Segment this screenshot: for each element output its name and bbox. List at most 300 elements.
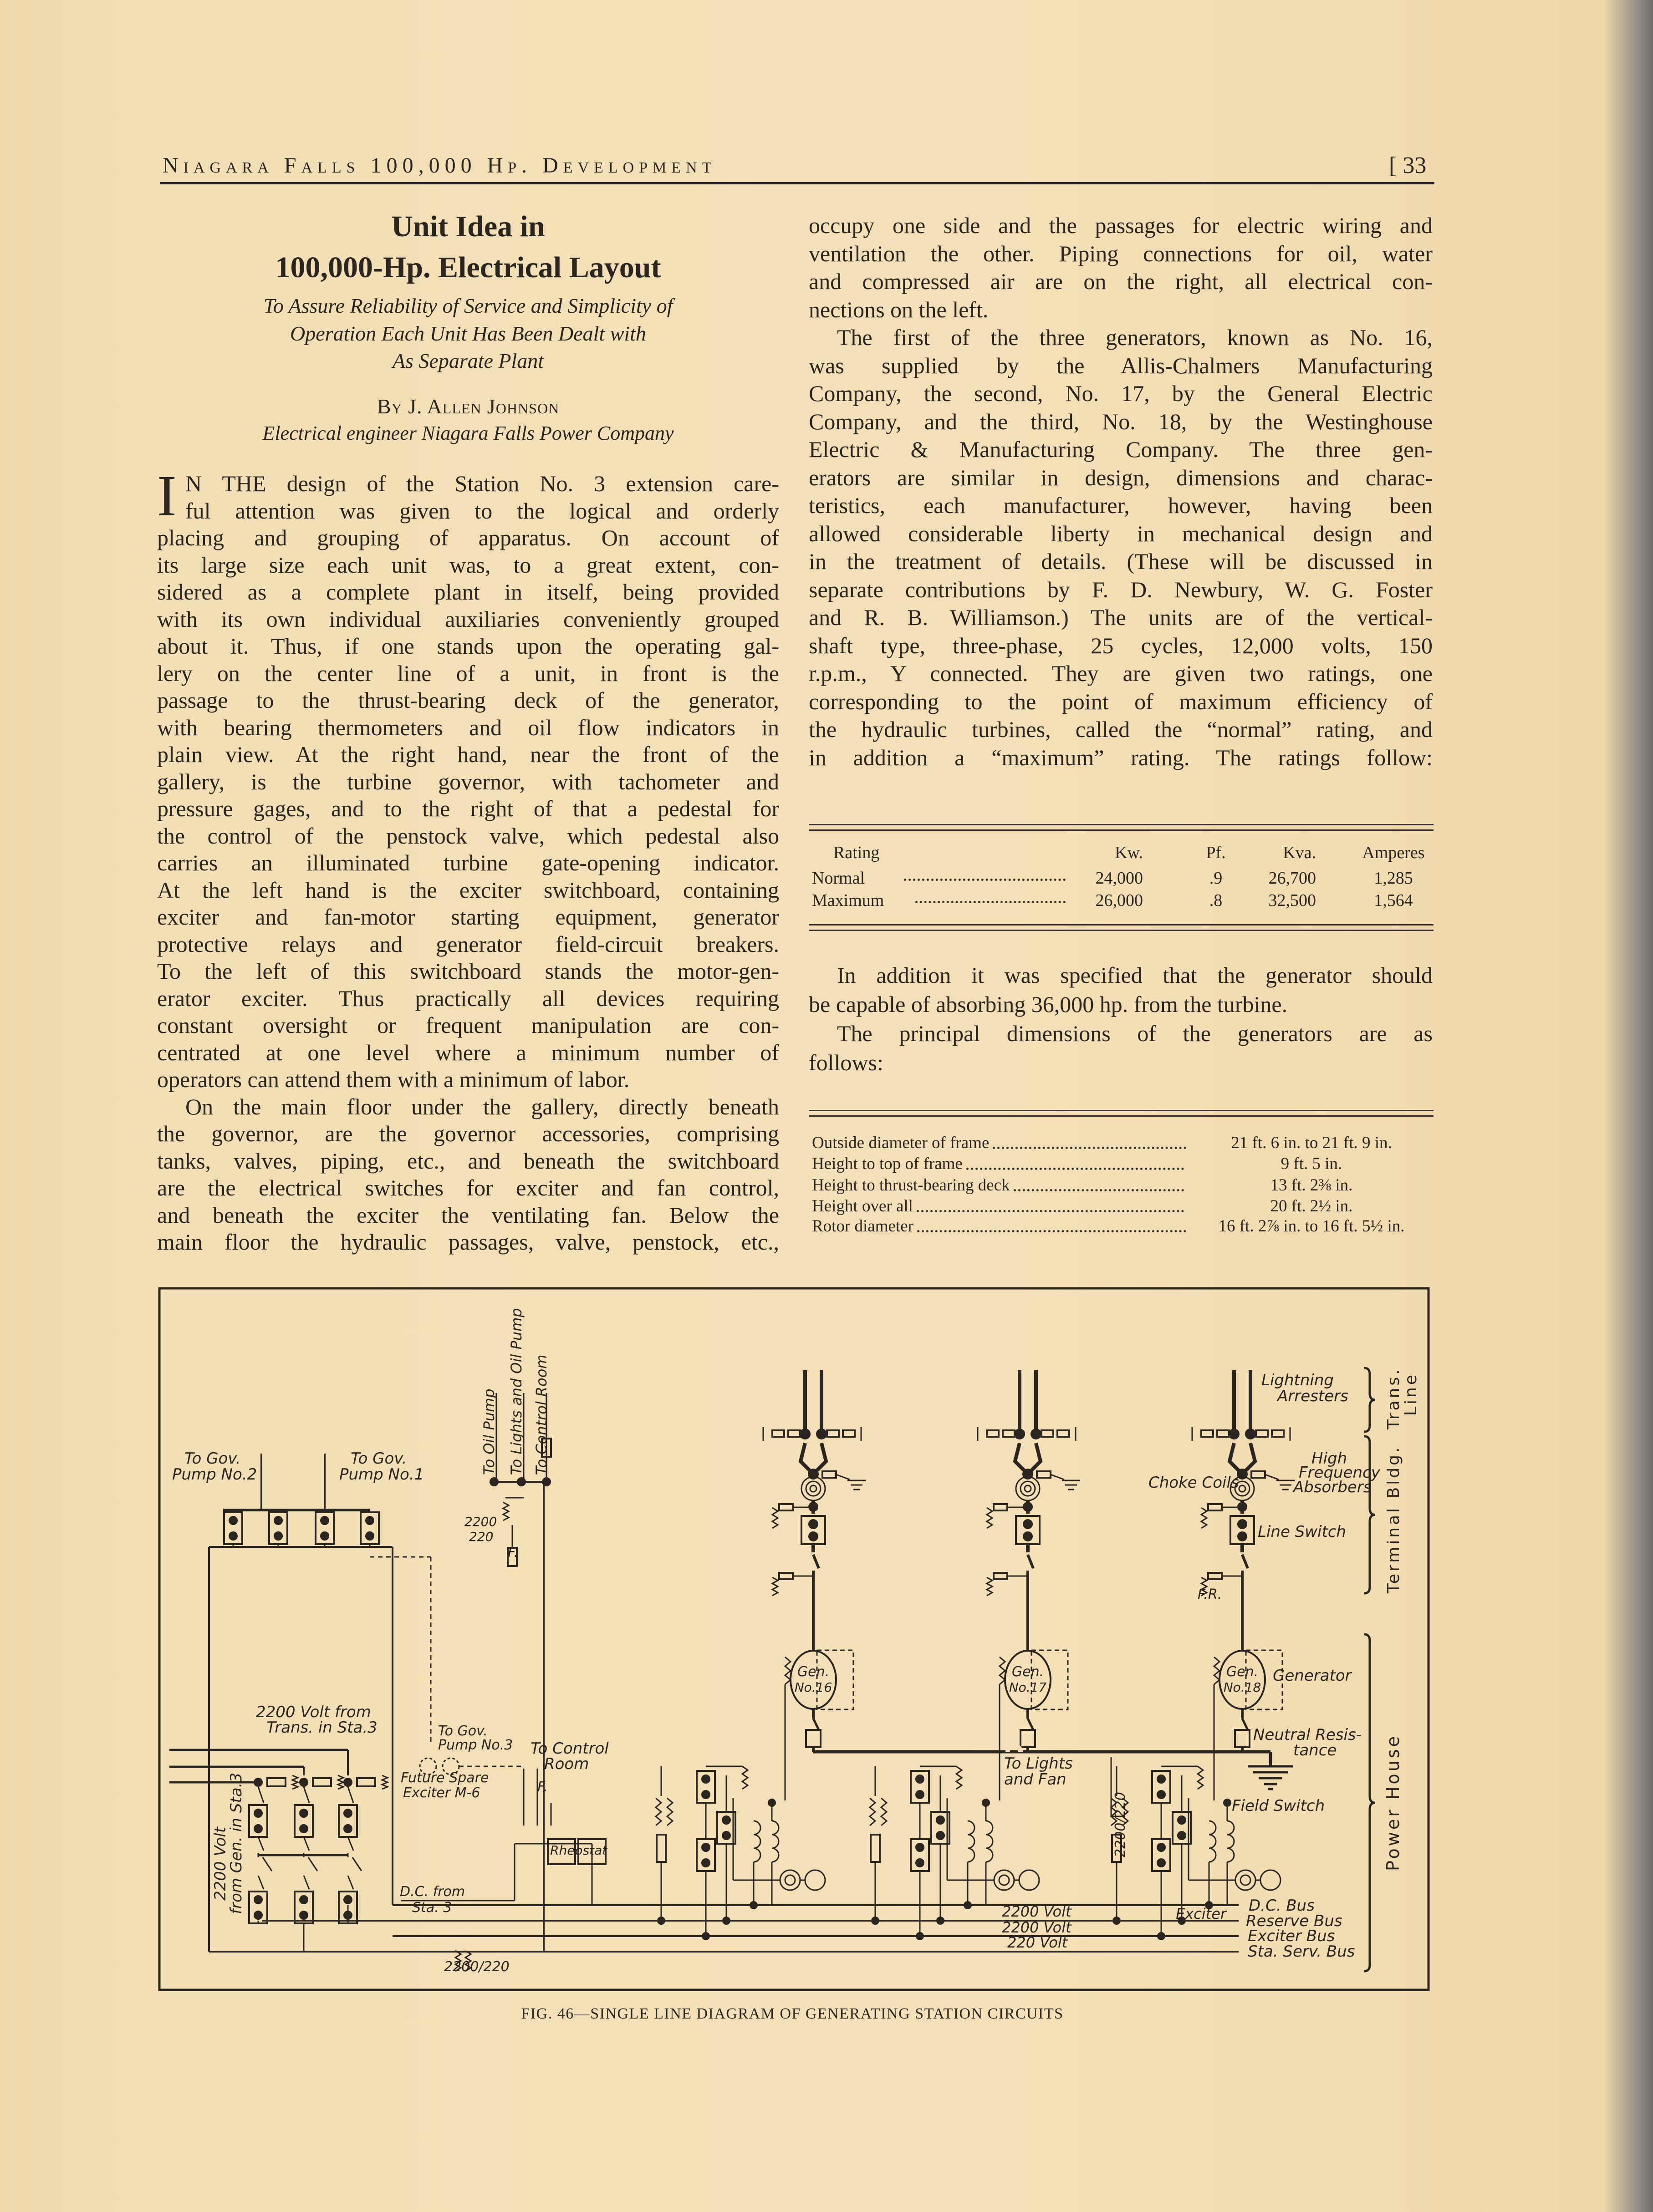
choke-coil-icon [1239,1485,1245,1492]
text-line: erator exciter. Thus practically all devices requiring [157,985,779,1011]
junction-dot [983,1800,989,1806]
resistor-icon [382,1775,388,1789]
junction-dot [769,1800,775,1806]
choke-coil-icon [1025,1485,1031,1492]
junction-dot [321,1532,328,1540]
resistor-icon [956,1766,962,1789]
junction-dot [275,1532,282,1540]
text-line: its large size each unit was, to a great extent, con- [157,552,779,578]
junction-dot [344,1810,352,1817]
junction-dot [916,1775,923,1783]
arrester-icon [1208,1573,1222,1579]
coil-icon [772,1821,779,1862]
label-bus-volt: 2200 Volt [1002,1903,1071,1920]
text-line: with its own individual auxiliaries conveniently grouped [157,606,779,632]
junction-dot [702,1775,709,1783]
label-to-control-room: To Control Room [533,1354,550,1475]
section-brace [1364,1634,1375,1971]
junction-dot [750,1902,757,1908]
junction-dot [300,1779,307,1786]
text-line: The principal dimensions of the generators are as [837,1021,1433,1046]
label-dc-from-sta3: Sta. 3 [412,1900,452,1916]
junction-dot [964,1902,971,1908]
text-line: On the main floor under the gallery, directly beneath [185,1093,779,1119]
label-exciter-bus: Exciter Bus [1248,1927,1335,1945]
diagram-line [308,1857,317,1871]
label-choke-coils: Choke Coils [1148,1474,1239,1492]
junction-dot [809,1532,817,1541]
row-label: Maximum [812,891,884,910]
junction-dot [1024,1520,1032,1528]
text-line: nections on the left. [809,296,989,322]
label-fr: F.R. [1198,1587,1222,1602]
text-line: in addition a “maximum” rating. The ratings follow: [809,744,1433,770]
text-line: protective relays and generator field-circuit breakers. [157,931,779,957]
choke-coil-icon [1020,1481,1035,1496]
label-bus-volt: 220 Volt [1007,1934,1068,1951]
transformer-icon [656,1798,661,1826]
junction-dot [1158,1859,1165,1866]
label-rheostat: Rheostat [550,1843,607,1858]
text-line: are the electrical switches for exciter and fan control, [157,1175,779,1200]
junction-dot [916,1844,923,1851]
dimension-label: Height to top of frame [812,1154,963,1173]
label-exciter: Exciter [1176,1905,1227,1922]
coil-icon [986,1821,993,1862]
header-rule [160,182,1434,184]
label-transformer: 220 [469,1529,494,1544]
label-neutral-resistance: tance [1293,1741,1337,1759]
diagram-line [348,1876,353,1889]
oil-switch [1242,1555,1248,1568]
junction-dot [366,1532,373,1540]
junction-dot [1178,1816,1185,1824]
arrester-icon [994,1573,1007,1579]
text-line: The first of the three generators, known as No. 16, [837,325,1433,350]
generator-18-label: Gen. [1226,1664,1259,1680]
label-dc-bus: D.C. Bus [1249,1897,1315,1915]
label-station-service-bus: Sta. Serv. Bus [1248,1942,1355,1961]
field-resistor-icon [1214,1657,1219,1684]
cell-kva: 32,500 [1268,891,1316,910]
label-2200-from-gen: 2200 Volt [211,1826,230,1901]
transformer-icon [881,1798,887,1826]
hf-absorber-icon [1037,1471,1051,1478]
diagram-line [348,1837,353,1851]
text-line: follows: [809,1050,883,1075]
junction-dot [230,1517,237,1524]
label-to-oil-pump: To Oil Pump [480,1388,498,1475]
label-lightning-arresters: Lightning [1261,1371,1334,1389]
text-line: corresponding to the point of maximum efficiency of [809,688,1433,714]
text-line: sidered as a complete plant in itself, being provided [157,579,779,605]
text-line: shaft type, three-phase, 25 cycles, 12,000 volts, 150 [809,632,1433,658]
text-line: ventilation the other. Piping connections for oil, water [809,240,1433,266]
text-line: exciter and fan-motor starting equipment, generator [157,904,779,930]
exciter-icon [999,1875,1009,1885]
junction-dot [1024,1532,1032,1541]
junction-dot [255,1912,262,1919]
exciter-icon [1235,1870,1255,1890]
col-header-kva: Kva. [1283,843,1316,862]
junction-dot [702,1791,709,1798]
junction-dot [1238,1520,1246,1528]
article-title-line1: Unit Idea in [391,210,545,243]
junction-dot [300,1896,307,1903]
dot-leader [917,1230,1186,1232]
dimension-value: 20 ft. 2½ in. [1270,1197,1353,1215]
junction-dot [817,1429,826,1439]
label-neutral-resistance: Neutral Resis- [1253,1726,1362,1744]
dot-leader [904,879,1066,881]
transformer-icon [870,1798,875,1826]
dimension-value: 16 ft. 2⅞ in. to 16 ft. 5½ in. [1218,1217,1405,1236]
junction-dot [344,1779,352,1786]
label-2200-from-gen: from Gen. in Sta.3 [227,1772,245,1914]
label-gov-pump-1: To Gov. [351,1449,407,1468]
text-line: occupy one side and the passages for electric wiring and [809,213,1433,238]
cell-pf: .8 [1209,891,1223,910]
subtitle-line: As Separate Plant [392,349,544,372]
generator-17-label: Gen. [1011,1664,1044,1680]
label-2200-from-trans: Trans. in Sta.3 [266,1719,378,1737]
label-fuse: F. [508,1545,518,1561]
text-line: At the left hand is the exciter switchboard, containing [157,877,779,903]
drop-cap: I [157,463,177,528]
motor-icon [1260,1870,1281,1890]
text-line: Electric & Manufacturing Company. The three gen- [809,437,1433,462]
generator-16-label: Gen. [797,1664,830,1680]
transformer-icon [667,1798,673,1826]
text-line: lery on the center line of a unit, in front is the [157,660,779,686]
cell-kw: 26,000 [1095,891,1143,910]
label-field-switch: Field Switch [1232,1797,1325,1815]
diagram-line [304,1787,309,1803]
label-transformer-2200-220: 2200/220 [444,1959,510,1975]
dimension-label: Height over all [812,1197,913,1215]
arrester-icon [779,1573,793,1579]
diagram-line [836,1475,850,1480]
text-line: erators are similar in design, dimensions and charac- [809,464,1433,490]
label-lightning-arresters: Arresters [1277,1387,1348,1405]
lightning-arrester-icon [843,1430,855,1437]
label-hf-absorbers: High [1311,1449,1347,1468]
oil-switch [813,1555,819,1568]
neutral-resistance-box [1020,1730,1035,1747]
label-future-spare-exciter: Exciter M-6 [403,1785,480,1801]
neutral-resistance-box [1235,1730,1250,1747]
diagram-line [263,1857,272,1871]
right-column-text-2 [809,961,1433,1077]
cell-kw: 24,000 [1095,869,1143,888]
text-line: tanks, valves, piping, etc., and beneath the switchboard [157,1148,779,1174]
dimension-label: Rotor diameter [812,1217,913,1236]
text-line: ful attention was given to the logical and orderly [185,498,779,524]
junction-dot [658,1917,664,1924]
label-transformer-2200-220: 2200/220 [1112,1792,1128,1857]
dimension-label: Outside diameter of frame [812,1134,990,1152]
resistor-icon [987,1508,992,1528]
text-line: and compressed air are on the right, all electrical con- [809,269,1433,294]
dimension-value: 21 ft. 6 in. to 21 ft. 9 in. [1231,1134,1392,1152]
section-label-line: Line [1402,1372,1420,1416]
col-header-amperes: Amperes [1362,843,1425,862]
exciter-icon [1240,1875,1250,1885]
junction-dot [255,1825,262,1832]
generator-16-number: No.16 [794,1680,832,1695]
resistor-icon [292,1775,298,1789]
fuse-icon [357,1778,375,1786]
junction-dot [1015,1429,1024,1439]
choke-coil-icon [801,1477,825,1500]
junction-dot [321,1517,328,1524]
label-hf-absorbers: Absorbers [1293,1478,1372,1496]
neutral-resistance-box [806,1730,821,1747]
dimension-label: Height to thrust-bearing deck [812,1176,1010,1195]
left-column-text [157,463,779,1256]
junction-dot [1246,1429,1255,1439]
text-line: the governor, are the governor accessories, comprising [157,1121,779,1146]
junction-dot [723,1917,730,1924]
text-line: be capable of absorbing 36,000 hp. from the turbine. [809,992,1288,1017]
dot-leader [993,1147,1186,1149]
text-line: with bearing thermometers and oil flow indicators in [157,714,779,740]
transformer-icon [503,1502,509,1520]
label-hf-absorbers: Frequency [1299,1464,1380,1482]
label-future-spare-exciter: Future Spare [401,1770,489,1786]
text-line: centrated at one level where a minimum number of [157,1039,779,1065]
junction-dot [917,1933,923,1939]
junction-dot [801,1429,810,1439]
label-bus-volt: 2200 Volt [1002,1919,1071,1936]
exciter-icon [994,1870,1014,1890]
junction-dot [1224,1800,1230,1806]
coil-icon [1227,1821,1234,1862]
junction-dot [916,1791,923,1798]
neutral-switch [1028,1719,1033,1730]
junction-dot [937,1917,944,1924]
dot-leader [917,1210,1184,1212]
text-line: operators can attend them with a minimum of labor. [157,1067,630,1092]
text-line: the control of the penstock valve, which pedestal also [157,823,779,849]
text-line: in the treatment of details. (These will be discussed in [809,549,1433,574]
label-generator: Generator [1273,1667,1352,1685]
label-gov-pump-3: Pump No.3 [438,1737,513,1753]
junction-dot [937,1832,944,1839]
junction-dot [1178,1832,1185,1839]
junction-dot [300,1912,307,1919]
dot-leader [915,901,1066,903]
junction-dot [809,1520,817,1528]
resistor-icon [1198,1766,1203,1789]
junction-dot [344,1825,352,1832]
text-line: Company, and the third, No. 18, by the Westinghouse [809,408,1433,434]
cell-amperes: 1,564 [1374,891,1413,910]
fuse-icon [871,1835,880,1862]
figure-caption: FIG. 46—SINGLE LINE DIAGRAM OF GENERATING STATION CIRCUITS [521,2005,1064,2022]
cell-pf: .9 [1209,869,1223,888]
resistor-icon [772,1577,778,1596]
subtitle-line: To Assure Reliability of Service and Simplicity of [263,294,673,317]
text-line: In addition it was specified that the generator should [837,962,1433,988]
arrester-icon [779,1504,793,1510]
col-header-rating: Rating [833,843,880,862]
text-line: plain view. At the right hand, near the front of the [157,742,779,767]
section-label-power-house: Power House [1383,1734,1403,1871]
junction-dot [703,1933,709,1939]
junction-dot [872,1917,878,1924]
coil-icon [968,1821,974,1862]
junction-dot [1158,1933,1164,1939]
right-column-text [809,212,1433,772]
label-to-lights-fan: and Fan [1004,1770,1066,1789]
junction-dot [1158,1791,1165,1798]
lightning-arrester-icon [1256,1430,1268,1437]
label-to-control-room: Room [544,1755,589,1773]
junction-dot [1158,1844,1165,1851]
diagram-line [1051,1475,1064,1480]
field-resistor-icon [785,1657,791,1684]
text-line: placing and grouping of apparatus. On account of [157,525,779,550]
diagram-line [348,1787,353,1803]
text-line: and beneath the exciter the ventilating fan. Below the [157,1202,779,1228]
label-2200-from-trans: 2200 Volt from [256,1703,371,1721]
coil-icon [754,1821,760,1862]
junction-dot [255,1810,262,1817]
lightning-arrester-icon [1201,1430,1213,1437]
dot-leader [1014,1189,1184,1191]
junction-dot [1031,1429,1041,1439]
running-title: Niagara Falls 100,000 Hp. Development [163,153,717,178]
fuse-icon [657,1835,666,1862]
lightning-arrester-icon [788,1430,800,1437]
field-resistor-icon [1000,1657,1005,1684]
dimension-value: 9 ft. 5 in. [1281,1154,1342,1173]
text-line: teristics, each manufacturer, however, having been [809,493,1433,518]
junction-dot [1238,1532,1246,1541]
diagram-line [352,1857,362,1871]
lightning-arrester-icon [1217,1430,1229,1437]
text-line: gallery, is the turbine governor, with tachometer and [157,768,779,794]
diagram-line [258,1787,264,1803]
label-gov-pump-3: To Gov. [438,1723,488,1739]
text-line: passage to the thrust-bearing deck of the generator, [157,687,779,713]
junction-dot [916,1859,923,1866]
hf-absorber-icon [1251,1471,1265,1478]
junction-dot [702,1844,709,1851]
label-fuse: F. [537,1779,548,1795]
junction-dot [275,1517,282,1524]
text-line: allowed considerable liberty in mechanical design and [809,520,1433,546]
text-line: r.p.m., Y connected. They are given two ratings, one [809,661,1433,686]
text-line: separate contributions by F. D. Newbury, W. G. Foster [809,576,1433,602]
label-line-switch: Line Switch [1258,1523,1347,1541]
section-label-trans: Trans. [1384,1367,1403,1429]
lightning-arrester-icon [1003,1430,1015,1437]
label-gov-pump-2: Pump No.2 [172,1465,257,1484]
label-reserve-bus: Reserve Bus [1246,1912,1342,1930]
junction-dot [344,1896,352,1903]
motor-icon [805,1870,825,1890]
dimension-value: 13 ft. 2⅜ in. [1270,1176,1353,1195]
col-header-kw: Kw. [1115,843,1143,862]
cell-kva: 26,700 [1268,869,1316,888]
junction-dot [937,1816,944,1824]
fuse-icon [267,1778,286,1786]
lightning-arrester-icon [772,1430,784,1437]
col-header-pf: Pf. [1206,843,1226,862]
exciter-icon [785,1875,795,1885]
resistor-icon [987,1577,992,1596]
choke-coil-icon [806,1481,821,1496]
text-line: the hydraulic turbines, called the “normal” rating, and [809,717,1433,742]
section-brace [1364,1368,1375,1432]
junction-dot [1230,1429,1239,1439]
row-label: Normal [812,869,865,888]
text-line: carries an illuminated turbine gate-opening indicator. [157,850,779,875]
lightning-arrester-icon [1041,1430,1053,1437]
choke-coil-icon [1016,1477,1040,1500]
text-line: To the left of this switchboard stands the motor-gen- [157,958,779,984]
fuse-icon [313,1778,331,1786]
text-line: constant oversight or frequent manipulation are con- [157,1012,779,1038]
single-line-diagram [0,1275,1653,2003]
junction-dot [702,1859,709,1866]
dot-leader [966,1168,1184,1170]
motor-icon [1019,1870,1039,1890]
oil-switch [1028,1555,1033,1568]
choke-coil-icon [810,1485,816,1492]
text-line: pressure gages, and to the right of that a pedestal for [157,796,779,821]
cell-amperes: 1,285 [1374,869,1413,888]
junction-dot [1113,1917,1120,1924]
byline: By J. Allen Johnson [377,395,560,418]
section-brace [1364,1436,1375,1593]
diagram-line [258,1876,264,1889]
coil-icon [1209,1821,1216,1862]
text-line: was supplied by the Allis-Chalmers Manufacturing [809,352,1433,378]
junction-dot [230,1532,237,1540]
diagram-line [304,1876,309,1889]
exciter-icon [780,1870,800,1890]
label-to-lights-oil-pump: To Lights and Oil Pump [508,1308,525,1475]
neutral-switch [813,1719,819,1730]
label-transformer: 2200 [464,1514,497,1529]
junction-dot [255,1896,262,1903]
diagram-line [258,1837,264,1851]
lightning-arrester-icon [1057,1430,1069,1437]
lightning-arrester-icon [987,1430,999,1437]
label-gov-pump-1: Pump No.1 [339,1465,424,1484]
text-line: N THE design of the Station No. 3 extension care- [185,471,779,496]
neutral-switch [1242,1719,1248,1730]
junction-dot [723,1832,730,1839]
resistor-icon [338,1775,343,1789]
page-number: [ 33 [1389,153,1427,178]
author-affiliation: Electrical engineer Niagara Falls Power Company [262,422,674,444]
label-gov-pump-2: To Gov. [184,1449,241,1468]
resistor-icon [1201,1508,1207,1528]
lightning-arrester-icon [827,1430,839,1437]
junction-dot [300,1825,307,1832]
figure-frame [159,1288,1429,1990]
junction-dot [300,1810,307,1817]
text-line: and R. B. Williamson.) The units are of the vertical- [809,605,1433,630]
generator-18-number: No.18 [1223,1680,1261,1695]
text-line: Company, the second, No. 17, by the General Electric [809,381,1433,406]
lightning-arrester-icon [1272,1430,1284,1437]
subtitle-line: Operation Each Unit Has Been Dealt with [290,322,646,345]
